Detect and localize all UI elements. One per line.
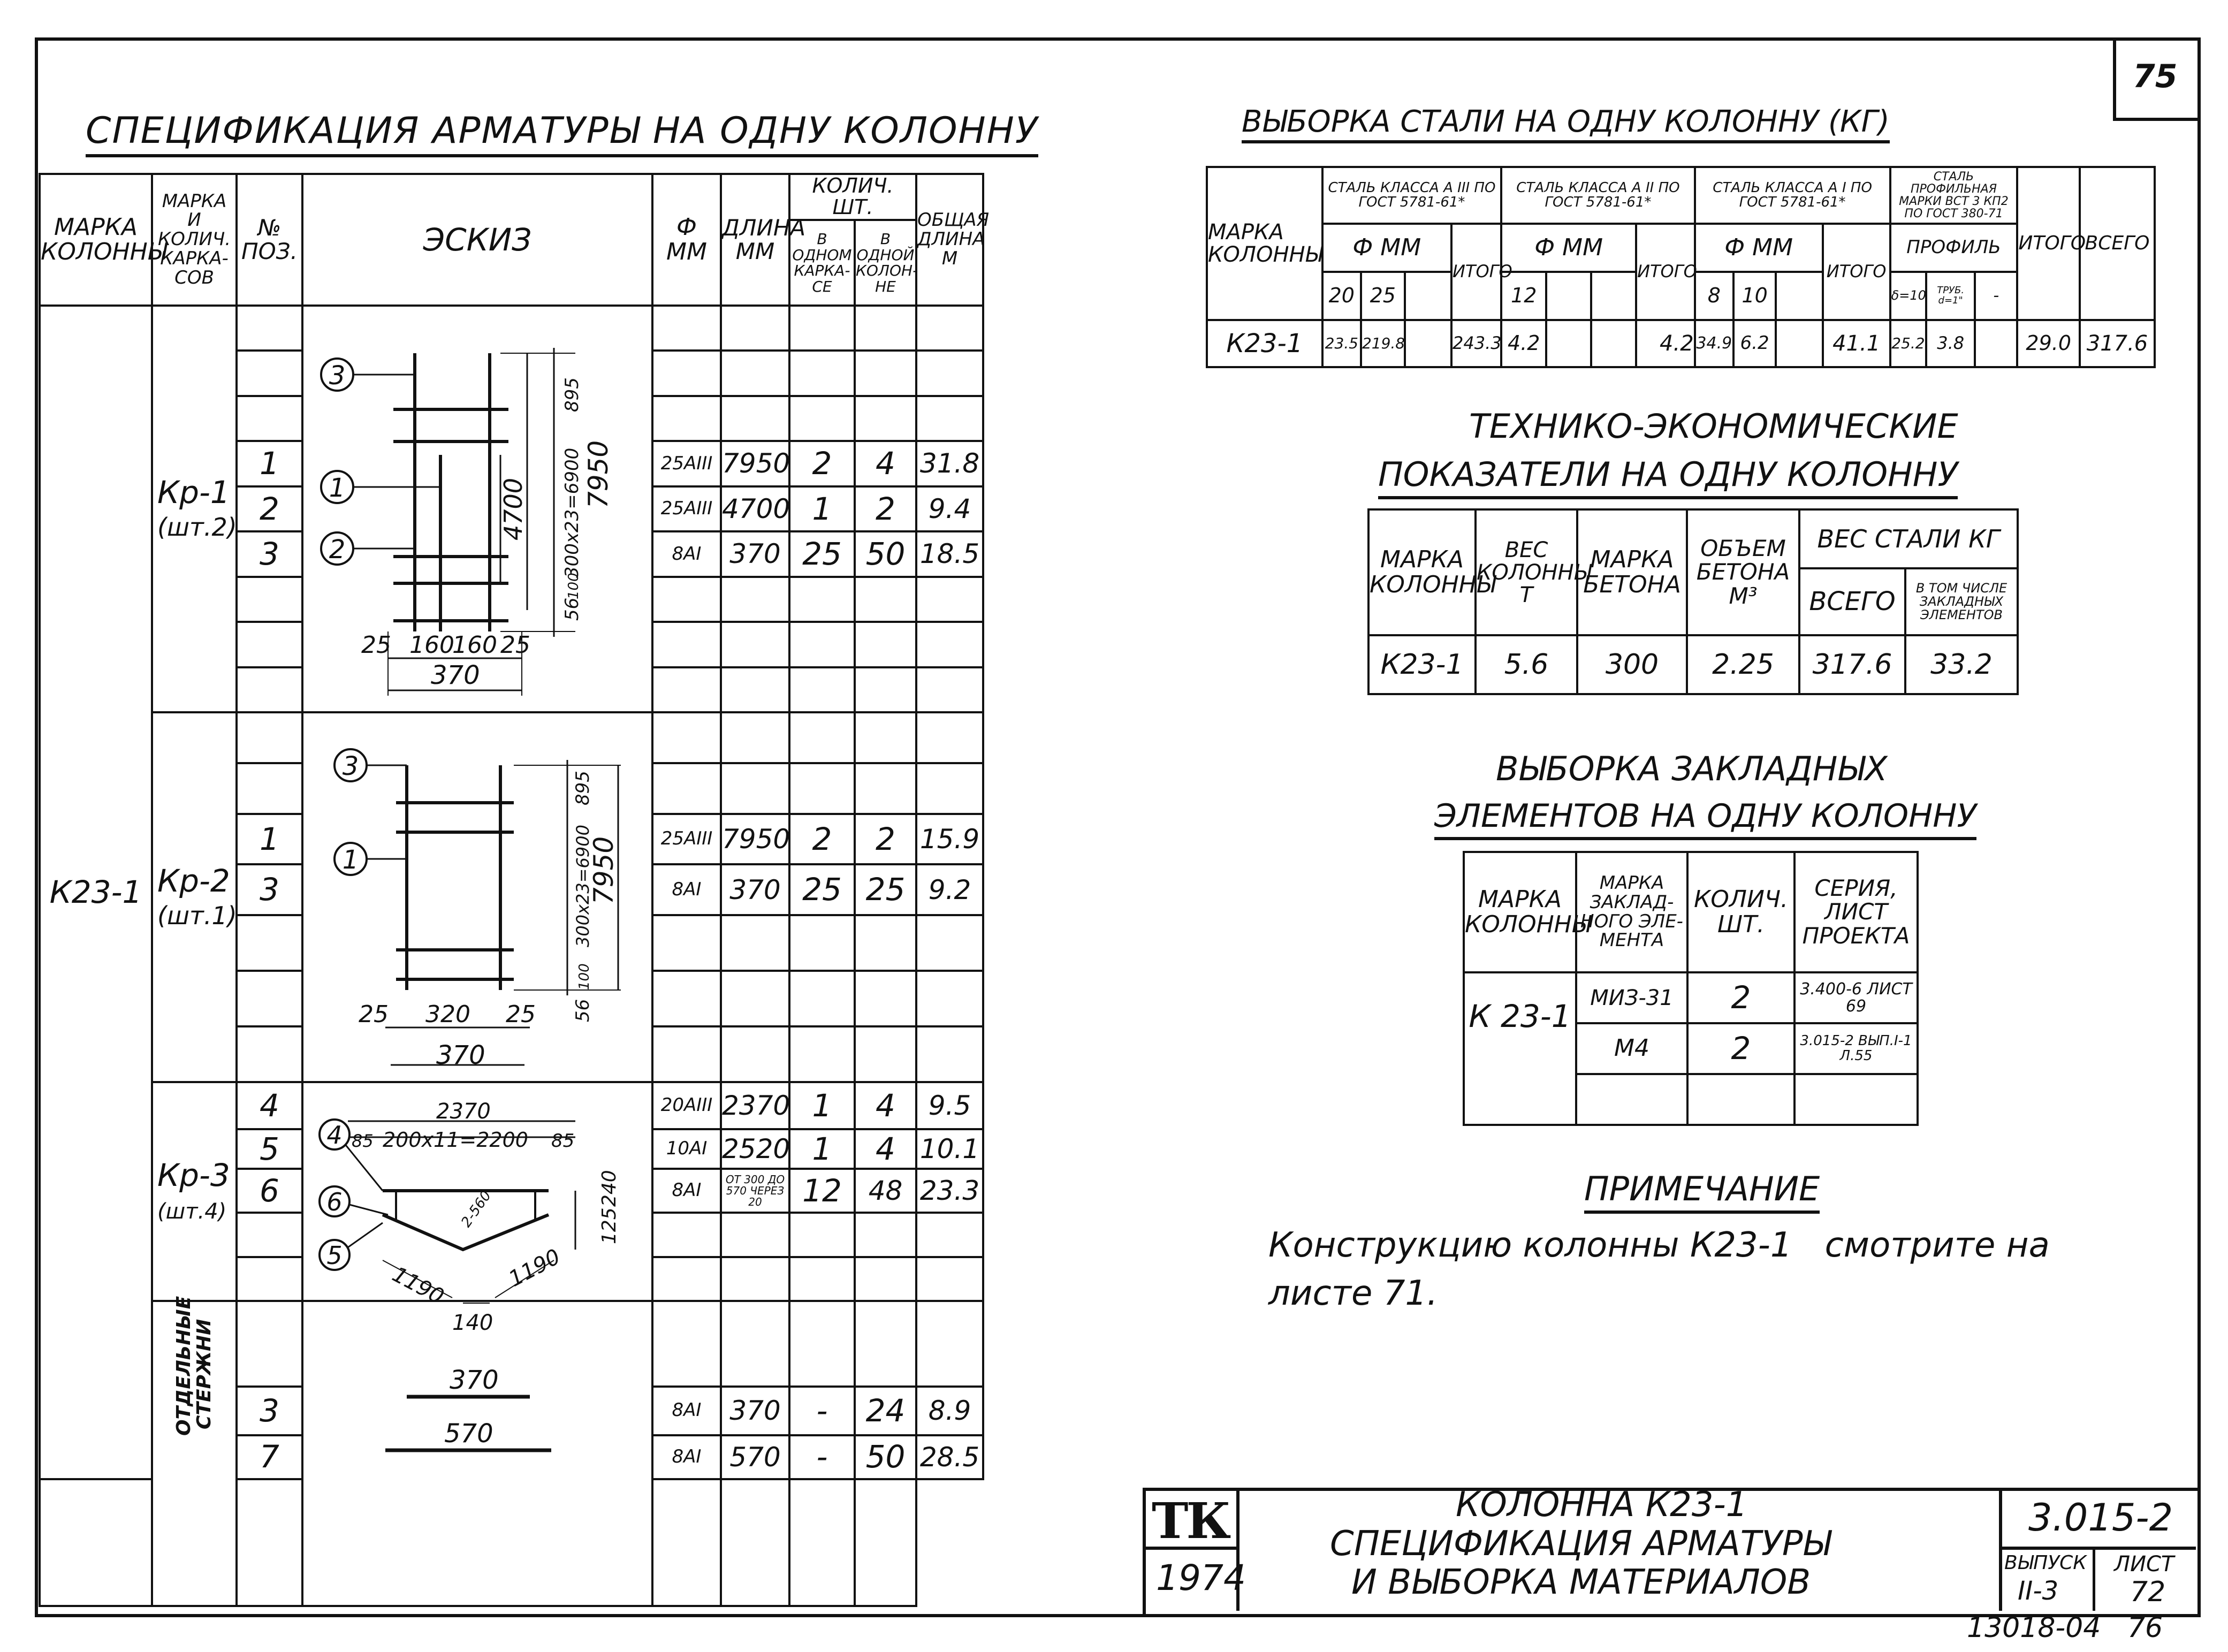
zakl-title-1: ВЫБОРКА ЗАКЛАДНЫХ — [1496, 749, 1888, 788]
svg-text:100: 100 — [566, 573, 582, 599]
tep-title-2: ПОКАЗАТЕЛИ НА ОДНУ КОЛОННУ — [1378, 455, 1958, 499]
svg-text:200x11=2200: 200x11=2200 — [383, 1128, 528, 1152]
table-row: 1 25АIII 7950 2 2 15.9 — [40, 814, 983, 865]
steel-h-marka: МАРКА КОЛОННЫ — [1207, 167, 1322, 320]
sketch3-label-5: 5 — [326, 1241, 343, 1270]
svg-text:370: 370 — [450, 1365, 499, 1395]
svg-text:7950: 7950 — [583, 440, 614, 508]
table-row: К23-1 23.5 219.8 243.3 4.2 4.2 34.9 6.2 41.1 25.2 3.8 29.0 317.6 — [1207, 320, 2155, 367]
steel-h-a3: СТАЛЬ КЛАССА А III ПО ГОСТ 5781-61* — [1322, 167, 1502, 224]
spec-title: СПЕЦИФИКАЦИЯ АРМАТУРЫ НА ОДНУ КОЛОННУ — [86, 110, 1038, 157]
sketch-kr2 — [321, 744, 653, 1092]
column-mark: К23-1 — [40, 306, 152, 1479]
sketch1-label-2: 2 — [329, 535, 346, 565]
steel-h-a1: СТАЛЬ КЛАССА А I ПО ГОСТ 5781-61* — [1695, 167, 1890, 224]
table-row: 3 8АI 370 - 24 8.9 — [40, 1387, 983, 1435]
svg-text:100: 100 — [576, 963, 592, 990]
svg-text:895: 895 — [572, 771, 594, 805]
group-kr2: Кр-2 (шт.1) — [152, 712, 237, 1082]
table-row: М4 2 3.015-2 ВЫП.I-1 Л.55 — [1464, 1023, 1918, 1074]
h-v-karkase: В ОДНОМ КАРКА-СЕ — [789, 220, 855, 306]
steel-h-prof: СТАЛЬ ПРОФИЛЬНАЯ МАРКИ ВСТ 3 КП2 ПО ГОСТ 380-71 — [1890, 167, 2018, 224]
svg-text:140: 140 — [452, 1311, 493, 1335]
svg-text:25: 25 — [361, 631, 391, 659]
svg-text:370: 370 — [436, 1040, 485, 1070]
footer-number: 13018-04 76 — [1967, 1612, 2163, 1644]
svg-text:160: 160 — [409, 631, 454, 659]
steel-table: МАРКА КОЛОННЫ СТАЛЬ КЛАССА А III ПО ГОСТ 5781-61* СТАЛЬ КЛАССА А II ПО ГОСТ 5781-61* СТАЛЬ КЛАССА А I ПО ГОСТ 5781-61* СТАЛЬ ПРОФИЛЬНАЯ МАРКИ ВСТ 3 КП2 ПО ГОСТ 380-71 ИТОГО ВСЕГО Ф ММ ИТОГО Ф ММ ИТОГО Ф ММ ИТОГО ПРОФИЛЬ 20 25 12 8 10 δ=10 ТРУБ. d=1" - К23-1 23.5 219.8 243.3 4.2 4.2 34.9 6.2 41.1 25.2 3.8 29.0 317.6 — [1206, 166, 2156, 368]
h-marka-kolonny: МАРКА КОЛОННЫ — [40, 174, 152, 306]
steel-h-a2: СТАЛЬ КЛАССА А II ПО ГОСТ 5781-61* — [1501, 167, 1694, 224]
table-row: 7 8АI 570 - 50 28.5 — [40, 1435, 983, 1479]
svg-text:25: 25 — [506, 1001, 536, 1028]
sketch2-label-3: 3 — [342, 751, 359, 781]
svg-text:240: 240 — [598, 1170, 620, 1207]
stamp-list-label: ЛИСТ — [2114, 1552, 2174, 1577]
sketch3-label-4: 4 — [326, 1121, 343, 1149]
stamp-series: 3.015-2 — [2028, 1496, 2173, 1540]
svg-text:125: 125 — [598, 1207, 620, 1244]
table-row: К23-1 5.6 300 2.25 317.6 33.2 — [1368, 635, 2018, 694]
svg-text:2-560: 2-560 — [458, 1187, 495, 1231]
svg-text:25: 25 — [359, 1001, 389, 1028]
h-eskiz: ЭСКИЗ — [302, 174, 652, 306]
note-line-2: листе 71. — [1268, 1274, 1438, 1313]
zakl-title-2: ЭЛЕМЕНТОВ НА ОДНУ КОЛОННУ — [1434, 797, 1976, 840]
svg-text:570: 570 — [444, 1419, 493, 1449]
sketch-kr3 — [308, 1100, 656, 1341]
svg-text:320: 320 — [425, 1001, 470, 1028]
table-row: 6 8АI ОТ 300 ДО 570 ЧЕРЕЗ 20 12 48 23.3 — [40, 1169, 983, 1213]
h-phi: Ф ММ — [652, 174, 721, 306]
h-kolich: КОЛИЧ. ШТ. — [789, 174, 916, 220]
table-row: 3 8АI 370 25 25 9.2 — [40, 864, 983, 915]
tep-table: МАРКА КОЛОННЫ ВЕС КОЛОННЫ Т МАРКА БЕТОНА ОБЪЕМ БЕТОНА М³ ВЕС СТАЛИ КГ ВСЕГО В ТОМ ЧИСЛЕ ЗАКЛАДНЫХ ЭЛЕМЕНТОВ К23-1 5.6 300 2.25 317.6 33.2 — [1367, 508, 2019, 695]
svg-text:300x23=6900: 300x23=6900 — [561, 447, 583, 578]
note-title: ПРИМЕЧАНИЕ — [1584, 1169, 1820, 1214]
svg-text:370: 370 — [431, 660, 480, 690]
sketch2-label-1: 1 — [342, 845, 359, 875]
sketch1-label-3: 3 — [329, 361, 346, 391]
steel-title: ВЫБОРКА СТАЛИ НА ОДНУ КОЛОННУ (КГ) — [1242, 104, 1890, 143]
svg-text:160: 160 — [452, 631, 497, 659]
svg-text:1190: 1190 — [505, 1244, 565, 1292]
note-line-1: Конструкцию колонны К23-1 смотрите на — [1268, 1225, 2050, 1265]
tep-title-1: ТЕХНИКО-ЭКОНОМИЧЕСКИЕ — [1469, 407, 1958, 446]
svg-text:85: 85 — [352, 1131, 374, 1151]
svg-text:85: 85 — [551, 1130, 575, 1152]
svg-text:895: 895 — [561, 377, 583, 412]
svg-text:1190: 1190 — [388, 1262, 448, 1310]
page-number: 75 — [2133, 58, 2178, 95]
sketch-separate — [375, 1359, 599, 1466]
stamp-list: 72 — [2130, 1576, 2166, 1608]
group-kr1: Кр-1 (шт.2) — [152, 306, 237, 712]
svg-text:4700: 4700 — [499, 477, 528, 540]
stamp-vypusk: II-3 — [2018, 1576, 2059, 1606]
table-row: 3 8АI 370 25 50 18.5 — [40, 531, 983, 576]
stamp-vypusk-label: ВЫПУСК — [2004, 1552, 2087, 1574]
table-row: Кр-3 (шт.4) 4 20АIII 2370 1 4 9.5 — [40, 1082, 983, 1129]
tk-logo: ТК — [1152, 1492, 1229, 1550]
h-obshchaya: ОБЩАЯ ДЛИНА М — [916, 174, 983, 306]
stamp-year: 1974 — [1156, 1557, 1246, 1598]
h-marka-karkasov: МАРКА И КОЛИЧ. КАРКА-СОВ — [152, 174, 237, 306]
svg-text:56: 56 — [561, 597, 583, 621]
h-v-kolonne: В ОДНОЙ КОЛОН-НЕ — [855, 220, 916, 306]
stamp-title-1: КОЛОННА К23-1 — [1456, 1485, 1748, 1525]
steel-h-vsego: ВСЕГО — [2080, 167, 2155, 320]
stamp-title-3: И ВЫБОРКА МАТЕРИАЛОВ — [1351, 1563, 1811, 1602]
table-row: К 23-1 МИЗ-31 2 3.400-6 ЛИСТ 69 — [1464, 972, 1918, 1023]
group-separate-bars: ОТДЕЛЬНЫЕ СТЕРЖНИ — [152, 1301, 237, 1606]
zakl-table: МАРКА КОЛОННЫ МАРКА ЗАКЛАД-НОГО ЭЛЕ-МЕНТА КОЛИЧ. ШТ. СЕРИЯ, ЛИСТ ПРОЕКТА К 23-1 МИЗ-31 2 3.400-6 ЛИСТ 69 М4 2 3.015-2 ВЫП.I-1 Л.55 — [1463, 851, 1919, 1126]
table-row: 5 10АI 2520 1 4 10.1 — [40, 1129, 983, 1169]
table-row: 1 25АIII 7950 2 4 31.8 — [40, 441, 983, 486]
stamp-title-2: СПЕЦИФИКАЦИЯ АРМАТУРЫ — [1330, 1524, 1831, 1564]
svg-text:56: 56 — [572, 999, 594, 1022]
svg-text:2370: 2370 — [436, 1099, 491, 1124]
svg-text:7950: 7950 — [588, 836, 619, 904]
group-kr3: Кр-3 (шт.4) — [152, 1082, 237, 1301]
svg-text:300x23=6900: 300x23=6900 — [573, 825, 593, 947]
h-dlina: ДЛИНА ММ — [721, 174, 789, 306]
sketch-kr1 — [308, 332, 656, 706]
sketch1-label-1: 1 — [329, 473, 346, 503]
sketch3-label-6: 6 — [326, 1187, 343, 1216]
svg-text:25: 25 — [500, 631, 530, 659]
h-poz: № ПОЗ. — [237, 174, 302, 306]
table-row: 2 25АIII 4700 1 2 9.4 — [40, 486, 983, 531]
